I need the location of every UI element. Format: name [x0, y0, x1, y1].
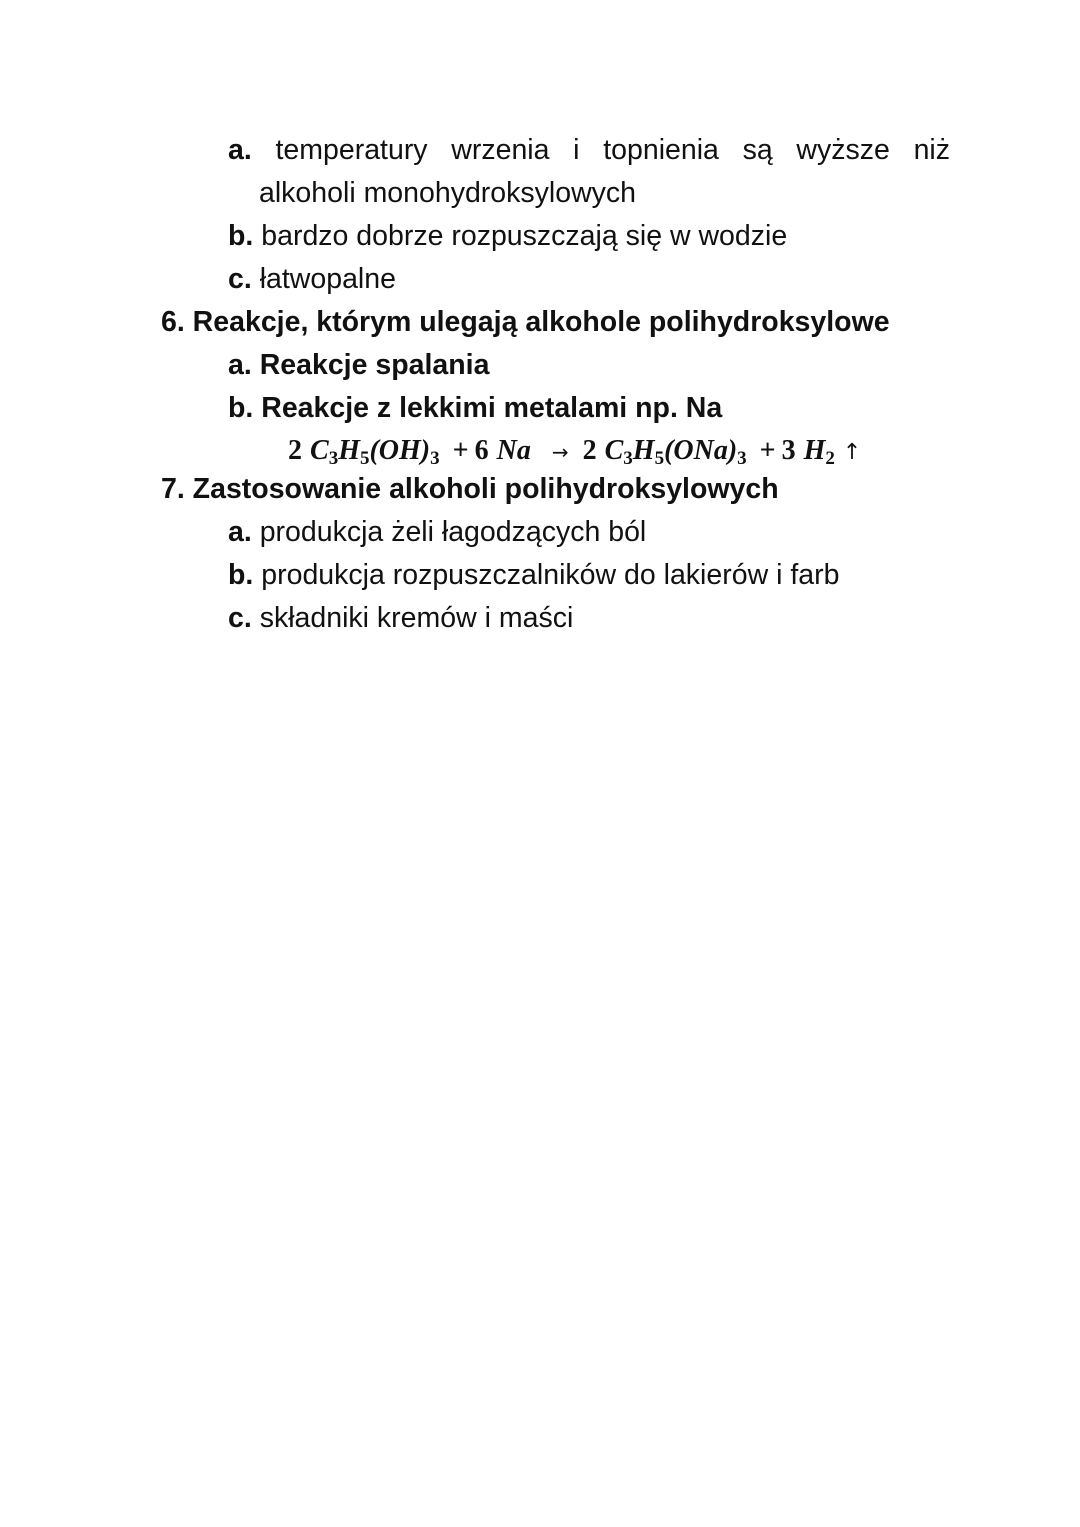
- item-label: a.: [228, 134, 252, 166]
- item-text: łatwopalne: [259, 263, 396, 295]
- eq-subscript: 5: [654, 448, 665, 469]
- eq-subscript: 3: [328, 448, 339, 469]
- eq-subscript: 3: [430, 448, 440, 469]
- eq-plus: +: [452, 435, 469, 466]
- list-item-5a: [228, 133, 950, 167]
- list-item-6a: [228, 348, 489, 382]
- item-label: b.: [228, 220, 254, 252]
- eq-plus: +: [759, 435, 776, 466]
- item-text: składniki kremów i maści: [259, 602, 574, 634]
- eq-hydroxyl-group: (OH): [369, 435, 431, 466]
- eq-carbon: C: [310, 435, 329, 466]
- eq-subscript: 2: [825, 448, 835, 469]
- item-label: a.: [228, 516, 252, 548]
- list-item-5c: [228, 262, 396, 296]
- eq-subscript: 5: [359, 448, 370, 469]
- eq-subscript: 3: [623, 448, 633, 469]
- eq-carbon: C: [604, 435, 624, 466]
- section-7-heading: 7. Zastosowanie alkoholi polihydroksylowych: [161, 473, 779, 505]
- eq-coefficient: 3: [781, 435, 796, 466]
- eq-coefficient: 2: [582, 435, 597, 466]
- eq-hydrogen-gas: H: [803, 435, 826, 466]
- list-item-5b: [228, 219, 787, 253]
- list-item-7b: [228, 558, 839, 592]
- eq-hydrogen: H: [632, 435, 655, 466]
- eq-alkoxide-group: (ONa): [664, 435, 738, 466]
- item-label: b.: [228, 392, 254, 424]
- item-text: temperatury wrzenia i topnienia są wyższe niż: [275, 134, 950, 166]
- item-text: Reakcje spalania: [259, 349, 490, 381]
- item-text: produkcja rozpuszczalników do lakierów i farb: [261, 559, 840, 591]
- list-item-7c: [228, 601, 573, 635]
- eq-subscript: 3: [737, 448, 747, 469]
- item-label: c.: [228, 602, 252, 634]
- chemical-equation: [288, 434, 861, 470]
- eq-coefficient: 2: [288, 435, 302, 466]
- item-label: c.: [228, 263, 252, 295]
- list-item-7a: [228, 515, 646, 549]
- eq-coefficient: 6: [474, 435, 489, 466]
- item-text: produkcja żeli łagodzących ból: [259, 516, 647, 548]
- list-item-5a-continuation: alkoholi monohydroksylowych: [259, 177, 637, 209]
- reaction-arrow-icon: →: [551, 440, 569, 464]
- eq-sodium: Na: [496, 435, 531, 466]
- list-item-6b: [228, 391, 722, 425]
- eq-hydrogen: H: [338, 435, 360, 466]
- item-label: a.: [228, 349, 252, 381]
- item-label: b.: [228, 559, 254, 591]
- item-text: Reakcje z lekkimi metalami np. Na: [261, 392, 723, 424]
- gas-release-arrow-icon: ↑: [842, 440, 862, 465]
- section-6-heading: 6. Reakcje, którym ulegają alkohole polihydroksylowe: [161, 306, 890, 338]
- item-text: bardzo dobrze rozpuszczają się w wodzie: [261, 220, 788, 252]
